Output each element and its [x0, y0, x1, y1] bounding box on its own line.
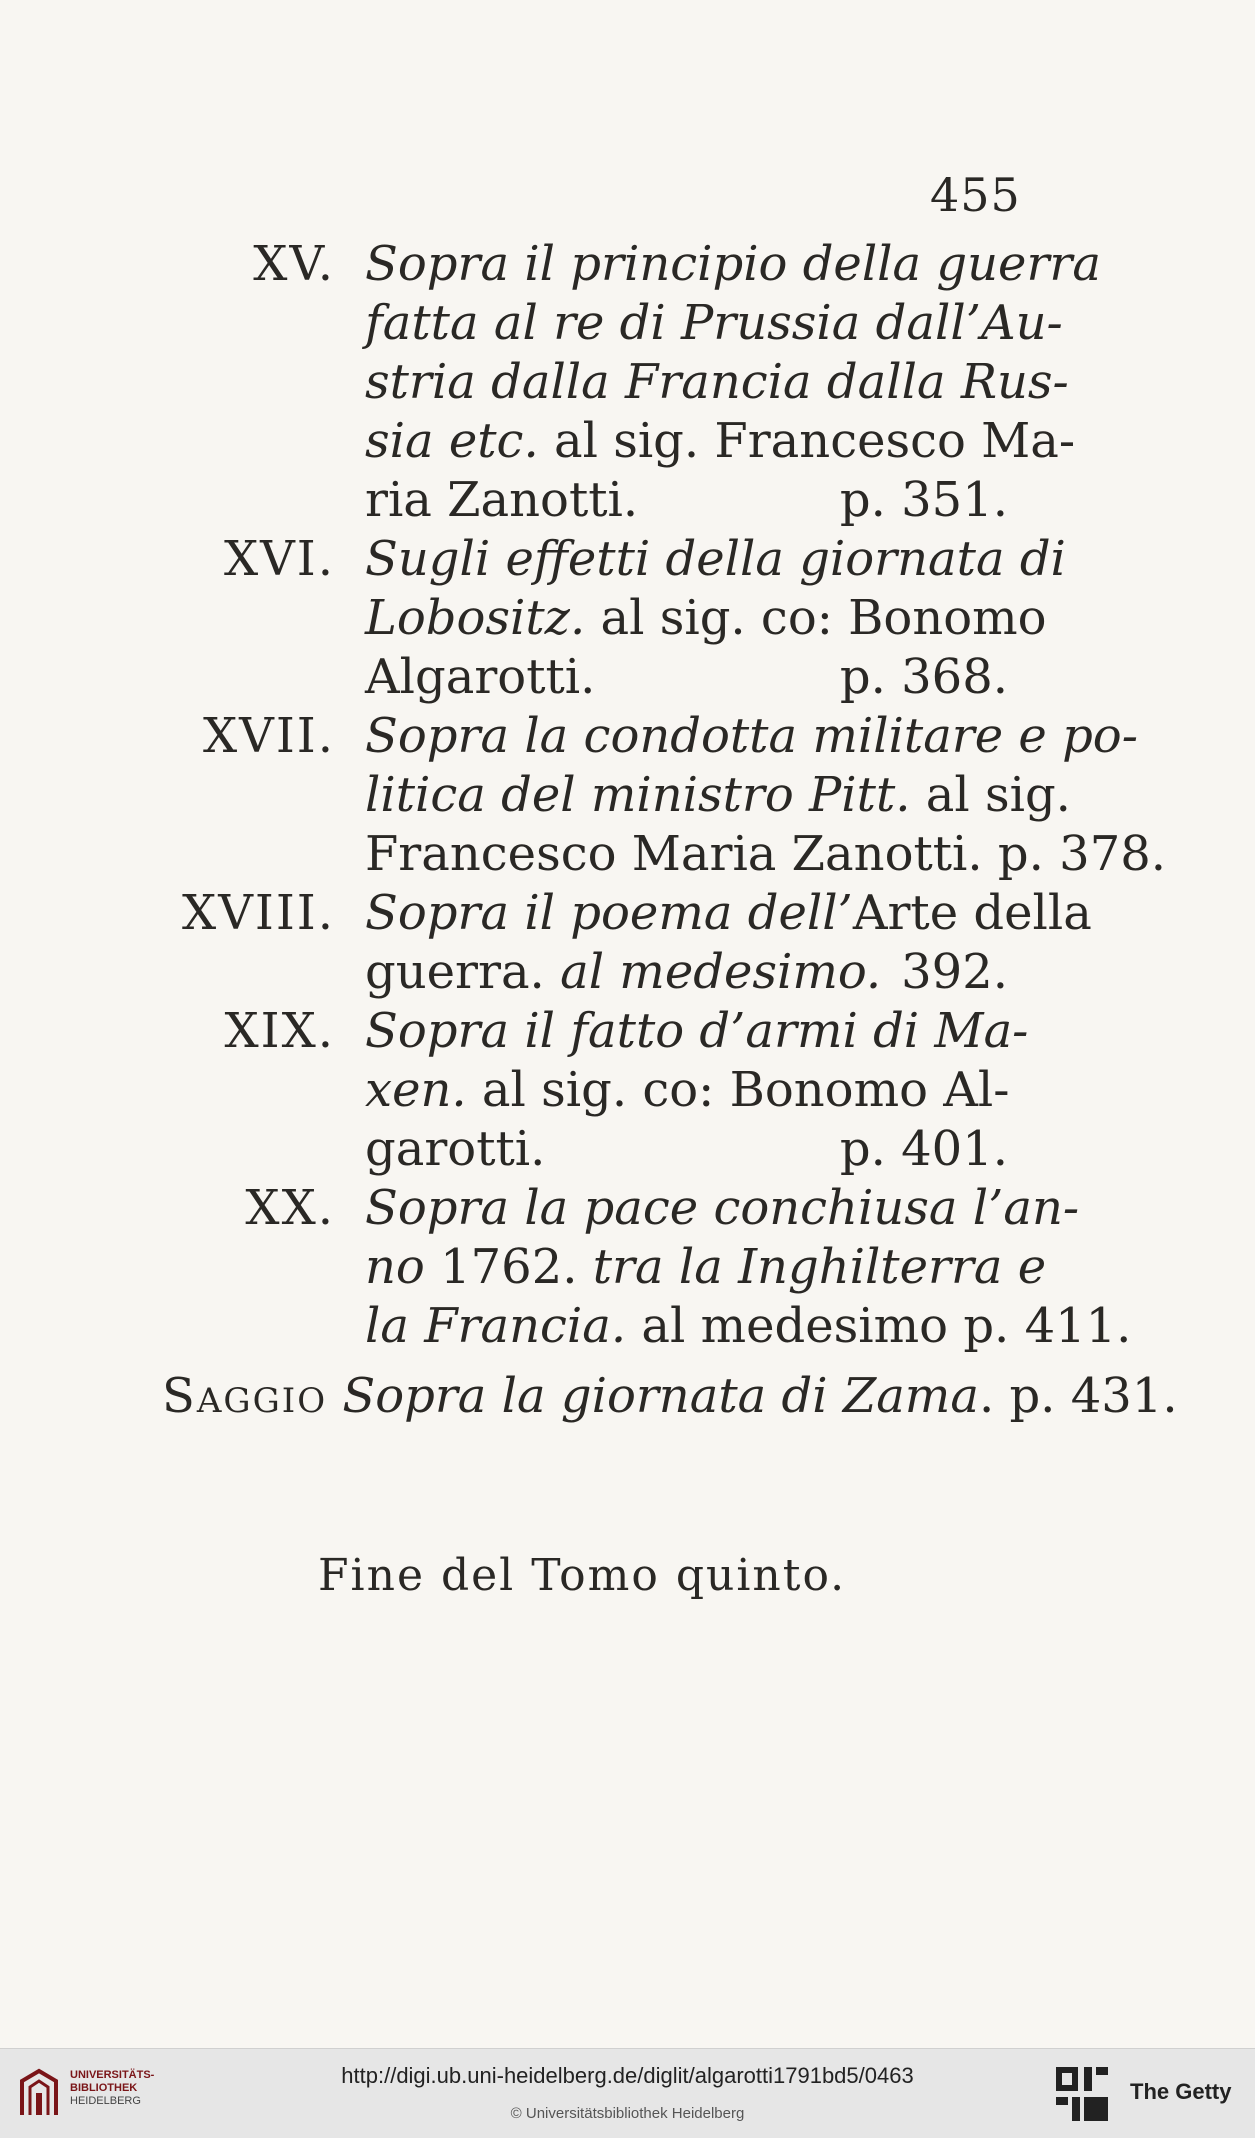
entry-title-text: Sopra la pace conchiusa l’an-: [365, 1180, 1080, 1236]
entry-numeral: XV.: [253, 236, 335, 292]
entry-line: [365, 1298, 1132, 1354]
entry-text: ria Zanotti.: [365, 472, 639, 528]
entry-text: Algarotti.: [365, 649, 596, 705]
entry-line: [365, 1003, 1029, 1059]
entry-line: [365, 767, 1071, 823]
entry-line: [365, 826, 1167, 882]
entry-text: guerra.: [365, 944, 545, 1000]
entry-title-text: no: [365, 1239, 425, 1295]
institution-name: UNIVERSITÄTS- BIBLIOTHEK HEIDELBERG: [70, 2069, 155, 2107]
entry-line: [365, 236, 1101, 292]
entry-text: 1762.: [424, 1239, 593, 1295]
entry-text: p. 401.: [839, 1121, 1008, 1177]
entry-line: [365, 295, 1063, 351]
entry-title-text: Sopra il poema dell’: [365, 885, 853, 941]
entry-title-text: sia etc.: [365, 413, 539, 469]
entry-line: [365, 472, 1008, 528]
entry-line: [365, 531, 1066, 587]
entry-line: [365, 944, 1008, 1000]
entry-title-text: tra la Inghilterra e: [592, 1239, 1047, 1295]
entry-title-text: stria dalla Francia dalla Rus-: [365, 354, 1069, 410]
entry-line: [365, 354, 1069, 410]
entry-numeral: XVIII.: [182, 885, 335, 941]
saggio-title: Sopra la giornata di Zama: [342, 1368, 979, 1424]
entry-line: [365, 708, 1138, 764]
entry-line: [365, 1239, 1047, 1295]
entry-title-text: Sopra la condotta militare e po-: [365, 708, 1138, 764]
entry-title-text: Sopra il principio della guerra: [365, 236, 1101, 292]
entry-line: [365, 1180, 1080, 1236]
entry-numeral: XVI.: [223, 531, 335, 587]
entry-text: garotti.: [365, 1121, 546, 1177]
entry-line: [365, 1121, 1008, 1177]
entry-text: Francesco Maria Zanotti. p. 378.: [365, 826, 1167, 882]
copyright-notice: © Universitätsbibliothek Heidelberg: [510, 2105, 745, 2122]
entry-text: al sig. co: Bonomo: [585, 590, 1047, 646]
entry-title-text: la Francia.: [365, 1298, 627, 1354]
sponsor-name: The Getty: [1130, 2079, 1232, 2104]
entry-text: al sig. co: Bonomo Al-: [466, 1062, 1010, 1118]
saggio-label: Saggio: [162, 1368, 328, 1424]
entry-text: Arte della: [852, 885, 1092, 941]
entry-line: [365, 590, 1047, 646]
entry-title-text: Sopra il fatto d’armi di Ma-: [365, 1003, 1029, 1059]
entry-line: [365, 413, 1076, 469]
closing-line: Fine del Tomo quinto.: [318, 1550, 847, 1601]
saggio-page: . p. 431.: [978, 1368, 1178, 1424]
entry-title-text: Lobositz.: [365, 590, 586, 646]
entry-line: [365, 1062, 1010, 1118]
page-number: 455: [930, 168, 1021, 222]
saggio-entry: [162, 1368, 1178, 1424]
entry-title-text: al medesimo.: [544, 944, 882, 1000]
entry-numeral: XVII.: [202, 708, 335, 764]
entry-title-text: xen.: [365, 1062, 467, 1118]
entry-text: p. 351.: [839, 472, 1008, 528]
entry-title-text: litica del ministro Pitt.: [365, 767, 911, 823]
entry-numeral: XIX.: [224, 1003, 335, 1059]
entry-text: 392.: [901, 944, 1008, 1000]
entry-line: [365, 649, 1008, 705]
entry-title-text: fatta al re di Prussia dall’Au-: [365, 295, 1063, 351]
entry-title-text: Sugli effetti della giornata di: [365, 531, 1066, 587]
entry-line: [365, 885, 1092, 941]
getty-logo-icon: [1054, 2063, 1110, 2123]
footer-bar: [0, 2048, 1255, 2138]
entry-text: al sig. Francesco Ma-: [538, 413, 1076, 469]
entry-text: al medesimo p. 411.: [626, 1298, 1132, 1354]
entry-text: al sig.: [910, 767, 1071, 823]
entry-numeral: XX.: [245, 1180, 335, 1236]
entry-text: p. 368.: [839, 649, 1008, 705]
permalink-url[interactable]: http://digi.ub.uni-heidelberg.de/diglit/algarotti1791bd5/0463: [341, 2063, 914, 2088]
